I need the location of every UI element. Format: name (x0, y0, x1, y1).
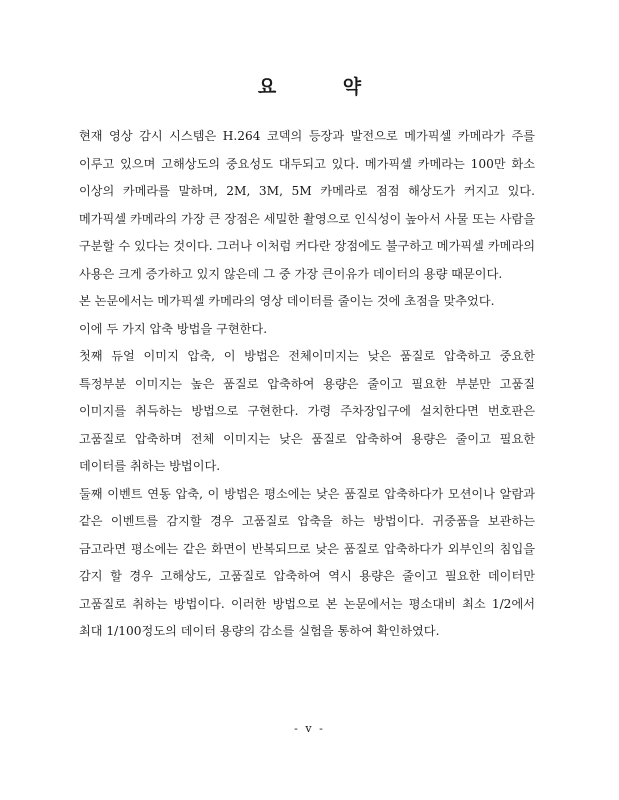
abstract-body (79, 123, 535, 646)
paragraph-intro: 현재 영상 감시 시스템은 H.264 코덱의 등장과 발전으로 메가픽셀 카메라가 주를 이루고 있으며 고해상도의 중요성도 대두되고 있다. 메가픽셀 카메라는 100만 화소 이상의 카메라를 말하며, 2M, 3M, 5M 카메라로 점점 해상도가 커지고 있다. 메가픽셀 카메라의 가장 큰 장점은 세밀한 촬영으로 인식성이 높아서 사물 또는 사람을 구분할 수 있다는 것이다. 그러나 이처럼 커다란 장점에도 불구하고 메가픽셀 카메라의 사용은 크게 증가하고 있지 않은데 그 중 가장 큰이유가 데이터의 용량 때문이다. (79, 129, 535, 281)
paragraph-methods-intro: 이에 두 가지 압축 방법을 구현한다. (79, 321, 268, 336)
page-title: 요 약 (257, 76, 392, 98)
page-number: - v - (294, 722, 325, 735)
paragraph-dual-image-compression: 첫째 듀얼 이미지 압축, 이 방법은 전체이미지는 낮은 품질로 압축하고 중요한 특정부분 이미지는 높은 품질로 압축하여 용량은 줄이고 필요한 부분만 고품질 이미지를 취득하는 방법으로 구현한다. 가령 주차장입구에 설치한다면 번호판은 고품질로 압축하며 전체 이미지는 낮은 품질로 압축하여 용량은 줄이고 필요한 데이터를 취하는 방법이다. (79, 349, 535, 473)
paragraph-focus: 본 논문에서는 메가픽셀 카메라의 영상 데이터를 줄이는 것에 초점을 맞추었다. (79, 294, 495, 308)
paragraph-event-compression: 둘째 이벤트 연동 압축, 이 방법은 평소에는 낮은 품질로 압축하다가 모션이나 알람과 같은 이벤트를 감지할 경우 고품질로 압축을 하는 방법이다. 귀중품을 보관하는 금고라면 평소에는 같은 화면이 반복되므로 낮은 품질로 압축하다가 외부인의 침입을 감지 할 경우 고해상도, 고품질로 압축하여 역시 용량은 줄이고 필요한 데이터만 고품질로 취하는 방법이다. 이러한 방법으로 본 논문에서는 평소대비 최소 1/2에서 최대 1/100정도의 데이터 용량의 감소를 실험을 통하여 확인하였다. (79, 486, 535, 638)
